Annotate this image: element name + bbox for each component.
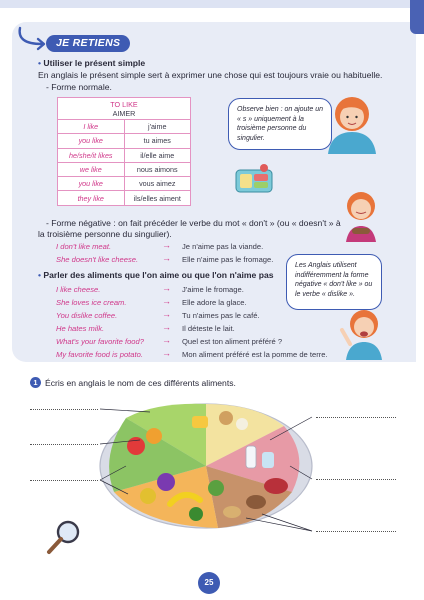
- food-example-en: She loves ice cream.: [56, 298, 127, 307]
- speech-bubble-tip: Observe bien : on ajoute un « s » uniquement à la troisième personne du singulier.: [228, 98, 332, 150]
- food-example-en: You dislike coffee.: [56, 311, 118, 320]
- speech-bubble-note: Les Anglais utilisent indifféremment la forme négative « don't like » ou le verbe « dislike ».: [286, 254, 382, 310]
- table-row: I like j'aime: [58, 120, 191, 134]
- table-row: we like nous aimons: [58, 162, 191, 176]
- arrow-right-icon: →: [162, 335, 171, 345]
- exercise-number: 1: [30, 377, 41, 388]
- negative-example-en: I don't like meat.: [56, 242, 112, 251]
- negative-example-fr: Elle n'aime pas le fromage.: [182, 255, 274, 264]
- arrow-right-icon: →: [162, 322, 171, 332]
- food-example-fr: Mon aliment préféré est la pomme de terre.: [182, 350, 328, 359]
- table-row: you like tu aimes: [58, 134, 191, 148]
- intro-text: En anglais le présent simple sert à exprimer une chose qui est toujours vraie ou habituelle.: [38, 70, 383, 80]
- table-row: he/she/it likes il/elle aime: [58, 148, 191, 162]
- negative-form-line-2: la troisième personne du singulier).: [38, 229, 172, 239]
- food-talk-heading: • Parler des aliments que l'on aime ou que l'on n'aime pas: [38, 270, 274, 280]
- food-example-fr: Quel est ton aliment préféré ?: [182, 337, 283, 346]
- food-example-fr: J'aime le fromage.: [182, 285, 244, 294]
- arrow-right-icon: →: [162, 296, 171, 306]
- answer-line[interactable]: [316, 479, 396, 480]
- answer-line[interactable]: [316, 531, 396, 532]
- table-row: you like vous aimez: [58, 177, 191, 191]
- answer-line[interactable]: [316, 417, 396, 418]
- food-example-fr: Tu n'aimes pas le café.: [182, 311, 260, 320]
- food-example-en: I like cheese.: [56, 285, 101, 294]
- exercise-instruction: Écris en anglais le nom de ces différents aliments.: [45, 378, 236, 388]
- answer-line[interactable]: [30, 409, 98, 410]
- arrow-right-icon: →: [162, 240, 171, 250]
- negative-example-en: She doesn't like cheese.: [56, 255, 139, 264]
- answer-line[interactable]: [30, 444, 98, 445]
- food-example-en: He hates milk.: [56, 324, 105, 333]
- arrow-right-icon: →: [162, 309, 171, 319]
- negative-example-fr: Je n'aime pas la viande.: [182, 242, 264, 251]
- page-number: 25: [198, 572, 220, 594]
- food-example-fr: Elle adore la glace.: [182, 298, 247, 307]
- arrow-right-icon: →: [162, 283, 171, 293]
- negative-form-line-1: - Forme négative : on fait précéder le verbe du mot « don't » (ou « doesn't » à: [46, 218, 341, 228]
- food-example-en: My favorite food is potato.: [56, 350, 143, 359]
- food-example-fr: Il déteste le lait.: [182, 324, 235, 333]
- arrow-right-icon: →: [162, 348, 171, 358]
- je-retiens-badge: JE RETIENS: [46, 35, 130, 52]
- present-simple-heading: • Utiliser le présent simple: [38, 58, 146, 68]
- normal-form-label: - Forme normale.: [46, 82, 112, 92]
- food-example-en: What's your favorite food?: [56, 337, 144, 346]
- answer-line[interactable]: [30, 480, 98, 481]
- table-row: they like ils/elles aiment: [58, 191, 191, 205]
- table-header: TO LIKE AIMER: [58, 98, 191, 120]
- arrow-right-icon: →: [162, 253, 171, 263]
